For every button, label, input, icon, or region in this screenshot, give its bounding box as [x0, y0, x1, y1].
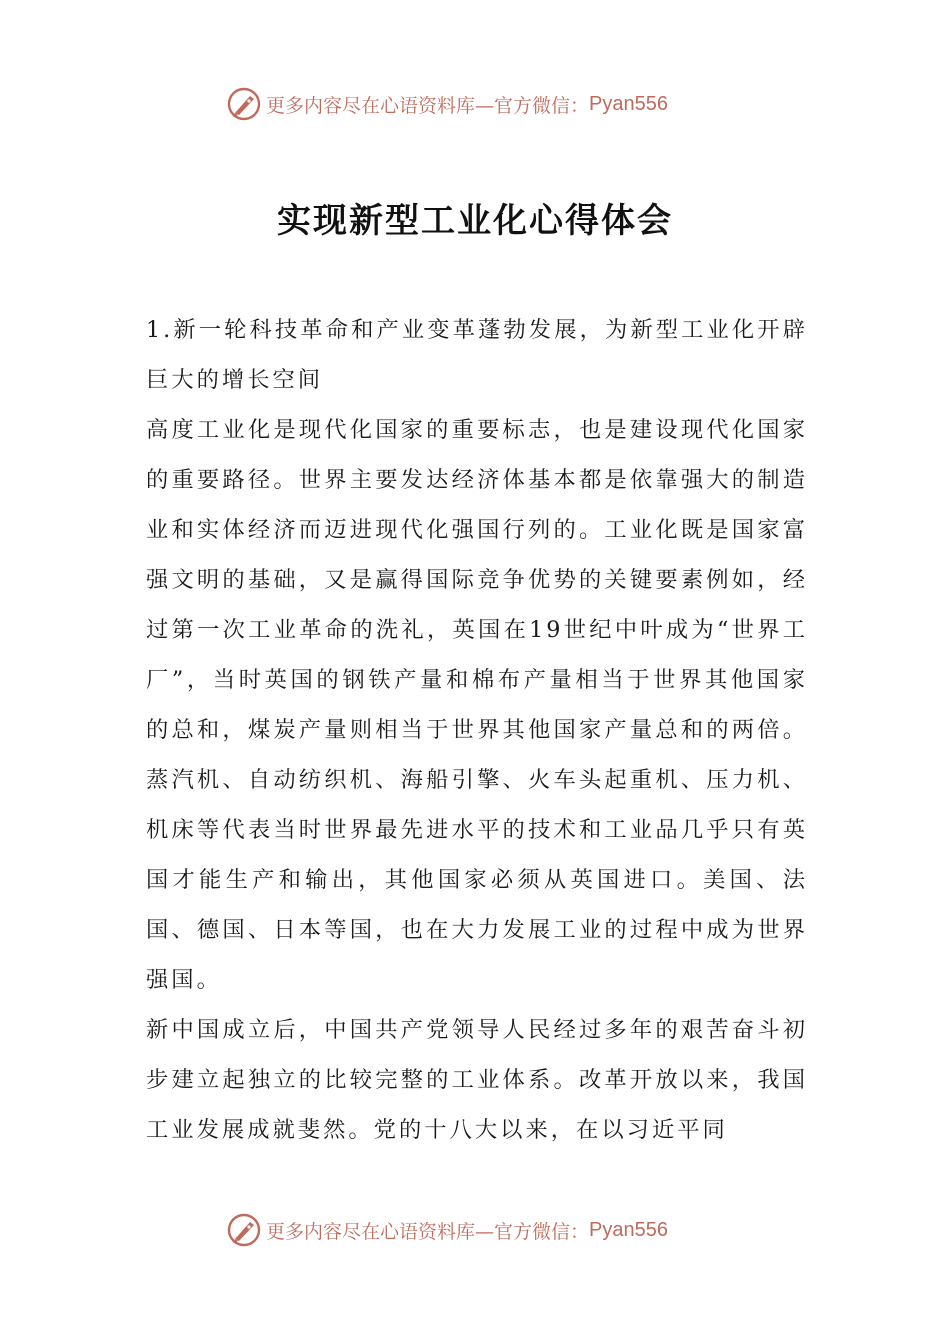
document-title: 实现新型工业化心得体会	[277, 200, 673, 241]
pen-nib-logo-icon	[226, 86, 262, 122]
header-banner	[226, 84, 668, 124]
pen-nib-logo-icon	[226, 1212, 262, 1248]
header-wechat-id: Pyan556	[589, 92, 668, 115]
document-body	[146, 305, 808, 1155]
body-paragraph: 新中国成立后，中国共产党领导人民经过多年的艰苦奋斗初步建立起独立的比较完整的工业体系。改革开放以来，我国工业发展成就斐然。党的十八大以来，在以习近平同	[146, 1017, 808, 1143]
body-paragraph: 高度工业化是现代化国家的重要标志，也是建设现代化国家的重要路径。世界主要发达经济体基本都是依靠强大的制造业和实体经济而迈进现代化强国行列的。工业化既是国家富强文明的基础，又是赢得国际竞争优势的关键要素例如，经过第一次工业革命的洗礼，英国在19世纪中叶成为“世界工厂”，当时英国的钢铁产量和棉布产量相当于世界其他国家的总和，煤炭产量则相当于世界其他国家产量总和的两倍。蒸汽机、自动纺织机、海船引擎、火车头起重机、压力机、机床等代表当时世界最先进水平的技术和工业品几乎只有英国才能生产和输出，其他国家必须从英国进口。美国、法国、德国、日本等国，也在大力发展工业的过程中成为世界强国。	[146, 417, 808, 993]
footer-banner	[226, 1210, 668, 1250]
header-banner-text: 更多内容尽在心语资料库—官方微信：	[266, 94, 590, 117]
footer-wechat-id: Pyan556	[589, 1218, 668, 1241]
section-heading: 1.新一轮科技革命和产业变革蓬勃发展，为新型工业化开辟巨大的增长空间	[146, 317, 808, 393]
footer-banner-text: 更多内容尽在心语资料库—官方微信：	[266, 1220, 590, 1243]
